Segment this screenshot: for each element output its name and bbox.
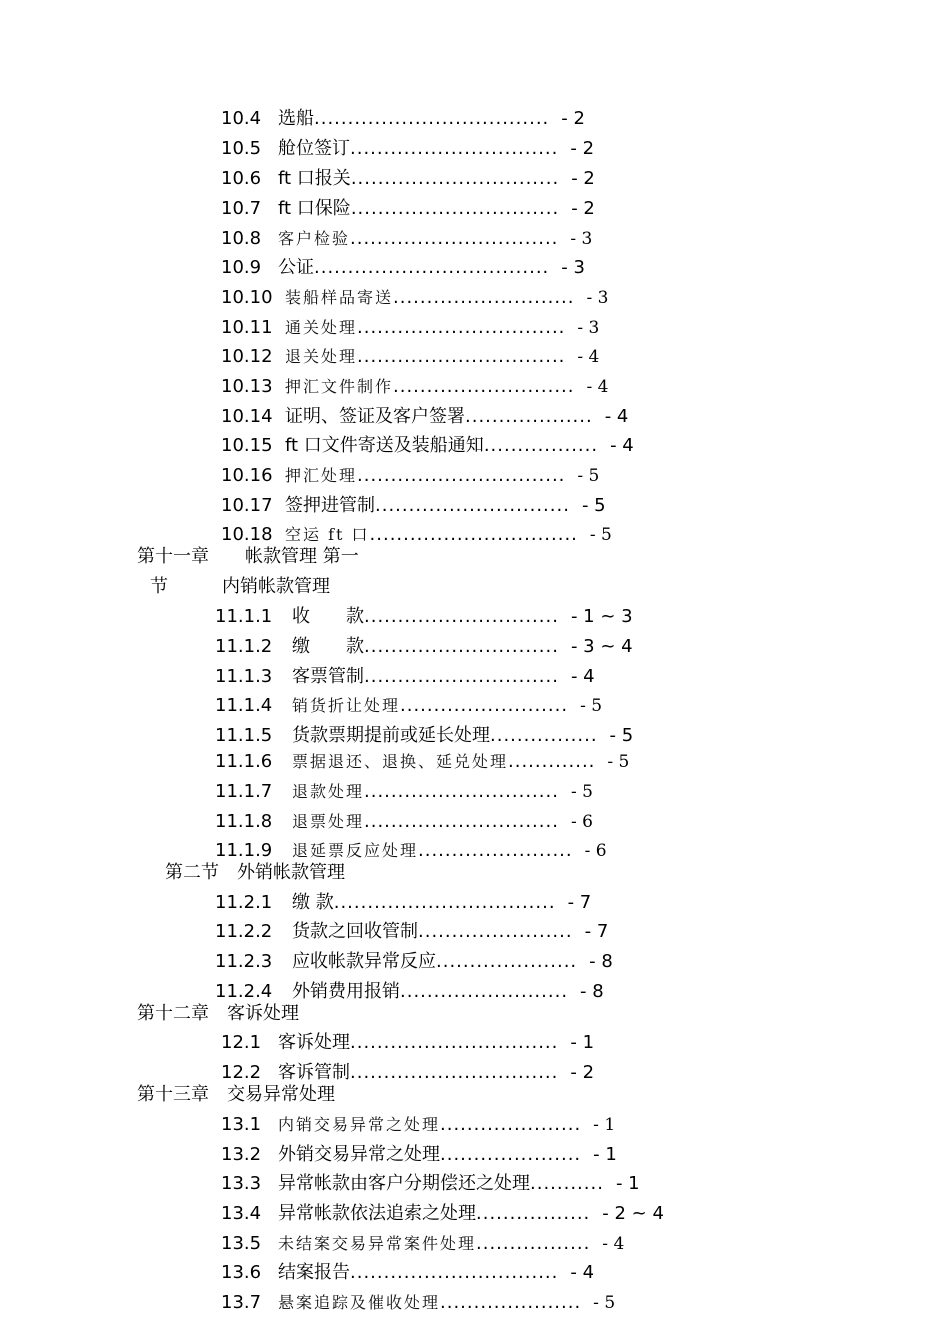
entry-leader-dots: ............................. — [364, 606, 559, 627]
entry-title: 押汇文件制作 — [285, 377, 394, 396]
entry-number: 10.17 — [221, 495, 273, 516]
toc-entry[interactable] — [215, 724, 633, 748]
entry-title: 收 款 — [292, 606, 364, 627]
toc-entry[interactable] — [215, 810, 593, 834]
entry-number: 10.6 — [221, 168, 262, 189]
toc-entry[interactable] — [215, 605, 633, 629]
entry-number: 11.1.1 — [215, 606, 273, 627]
entry-page-number: - 7 — [584, 921, 609, 942]
entry-page-number: - 5 — [609, 725, 634, 746]
entry-page-number: - 2 — [561, 108, 585, 129]
entry-title: 结案报告 — [278, 1262, 350, 1283]
entry-title: 货款票期提前或延长处理 — [292, 725, 490, 746]
entry-page-number: - 2 — [570, 138, 595, 159]
toc-entry[interactable] — [221, 1291, 615, 1315]
entry-leader-dots: ........................... — [393, 287, 575, 308]
entry-title: 缴 款 — [292, 636, 364, 657]
entry-leader-dots: ..................... — [440, 1292, 582, 1313]
entry-title: 客票管制 — [292, 666, 364, 687]
toc-entry[interactable] — [221, 345, 599, 369]
entry-number: 10.10 — [221, 287, 273, 308]
entry-page-number: - 1 — [570, 1032, 595, 1053]
entry-title: 客户检验 — [278, 229, 351, 248]
entry-title: ft 口保险 — [278, 198, 351, 219]
entry-leader-dots: ............................... — [350, 138, 559, 159]
entry-title: 退票处理 — [292, 812, 365, 831]
entry-title: 退关处理 — [285, 347, 358, 366]
entry-leader-dots: ............................. — [364, 636, 559, 657]
entry-title: 空运 ft 口 — [285, 525, 370, 544]
entry-leader-dots: ............................... — [350, 228, 559, 249]
entry-title: 退款处理 — [292, 782, 365, 801]
toc-entry[interactable] — [221, 256, 585, 280]
toc-entry[interactable] — [215, 635, 633, 659]
entry-title: ft 口文件寄送及装船通知 — [285, 435, 484, 456]
entry-number: 13.2 — [221, 1144, 262, 1165]
entry-number: 11.1.7 — [215, 781, 273, 802]
entry-leader-dots: ............................... — [357, 346, 566, 367]
entry-title: 应收帐款异常反应 — [292, 951, 436, 972]
entry-page-number: - 4 — [610, 435, 634, 456]
entry-title: 押汇处理 — [285, 466, 358, 485]
entry-number: 13.5 — [221, 1233, 262, 1254]
entry-title: ft 口报关 — [278, 168, 351, 189]
entry-leader-dots: ....................... — [418, 840, 573, 861]
entry-leader-dots: ................................... — [314, 257, 550, 278]
entry-page-number: - 5 — [589, 525, 612, 545]
toc-entry[interactable] — [221, 316, 599, 340]
entry-page-number: - 4 — [604, 406, 629, 427]
entry-page-number: - 4 — [577, 347, 600, 367]
toc-entry[interactable] — [215, 780, 593, 804]
entry-page-number: - 4 — [586, 377, 609, 397]
entry-leader-dots: ....................... — [418, 921, 573, 942]
entry-title: 装船样品寄送 — [285, 288, 394, 307]
chapter-heading: 第十一章 帐款管理 第一 — [137, 546, 359, 567]
entry-title: 异常帐款依法追索之处理 — [278, 1203, 476, 1224]
entry-page-number: - 8 — [580, 981, 604, 1002]
entry-title: 舱位签订 — [278, 138, 350, 159]
entry-number: 10.15 — [221, 435, 273, 456]
entry-title: 内销交易异常之处理 — [278, 1115, 441, 1134]
entry-number: 13.4 — [221, 1203, 262, 1224]
toc-entry[interactable] — [215, 839, 607, 863]
chapter-heading: 第十三章 交易异常处理 — [137, 1084, 335, 1105]
entry-leader-dots: ................................... — [314, 108, 550, 129]
entry-leader-dots: ............................. — [364, 666, 559, 687]
toc-entry[interactable] — [221, 1202, 664, 1226]
entry-page-number: - 5 — [580, 696, 603, 716]
entry-title: 退延票反应处理 — [292, 841, 419, 860]
chapter-heading: 第十二章 客诉处理 — [137, 1003, 299, 1024]
toc-entry[interactable] — [221, 1061, 594, 1085]
entry-leader-dots: ................................. — [333, 892, 556, 913]
toc-entry[interactable] — [215, 980, 604, 1004]
entry-page-number: - 3 — [561, 257, 585, 278]
entry-title: 货款之回收管制 — [292, 921, 418, 942]
toc-entry[interactable] — [215, 665, 595, 689]
section-heading: 节 内销帐款管理 — [150, 576, 330, 597]
entry-number: 10.18 — [221, 524, 273, 545]
entry-title: 通关处理 — [285, 318, 358, 337]
entry-leader-dots: ................... — [465, 406, 593, 427]
entry-leader-dots: ............................... — [350, 198, 560, 219]
toc-entry[interactable] — [221, 1113, 615, 1137]
entry-page-number: - 7 — [567, 892, 592, 913]
entry-page-number: - 1 ~ 3 — [570, 606, 633, 627]
entry-title: 客诉管制 — [278, 1062, 350, 1083]
entry-number: 11.1.3 — [215, 666, 273, 687]
entry-page-number: - 3 — [570, 229, 593, 249]
entry-page-number: - 5 — [577, 466, 600, 486]
entry-page-number: - 5 — [607, 752, 630, 772]
entry-leader-dots: ................ — [490, 725, 598, 746]
entry-number: 13.3 — [221, 1173, 262, 1194]
entry-title: 签押进管制 — [285, 495, 375, 516]
entry-leader-dots: ..................... — [440, 1144, 582, 1165]
entry-title: 销货折让处理 — [292, 696, 401, 715]
entry-title: 外销费用报销 — [292, 981, 400, 1002]
entry-leader-dots: ............................. — [375, 495, 570, 516]
entry-number: 10.14 — [221, 406, 273, 427]
entry-number: 10.9 — [221, 257, 262, 278]
entry-title: 缴 款 — [292, 892, 334, 913]
entry-number: 11.2.4 — [215, 981, 273, 1002]
entry-leader-dots: ........................... — [393, 376, 575, 397]
entry-page-number: - 8 — [589, 951, 613, 972]
toc-entry[interactable] — [221, 494, 606, 518]
entry-number: 13.1 — [221, 1114, 262, 1135]
section-heading: 第二节 外销帐款管理 — [165, 862, 345, 883]
entry-leader-dots: ............................... — [357, 317, 566, 338]
entry-leader-dots: ..................... — [440, 1114, 582, 1135]
entry-number: 11.1.8 — [215, 811, 273, 832]
entry-leader-dots: ................. — [483, 435, 599, 456]
entry-page-number: - 5 — [570, 782, 593, 802]
entry-page-number: - 1 — [593, 1115, 616, 1135]
entry-number: 10.11 — [221, 317, 273, 338]
entry-page-number: - 6 — [584, 841, 607, 861]
entry-number: 11.2.2 — [215, 921, 273, 942]
entry-number: 10.16 — [221, 465, 273, 486]
entry-title: 选船 — [278, 108, 314, 129]
entry-leader-dots: ......................... — [400, 695, 569, 716]
entry-number: 12.2 — [221, 1062, 262, 1083]
entry-title: 未结案交易异常案件处理 — [278, 1234, 477, 1253]
entry-title: 外销交易异常之处理 — [278, 1144, 440, 1165]
entry-leader-dots: ............................... — [350, 168, 560, 189]
entry-leader-dots: ............. — [508, 751, 596, 772]
entry-page-number: - 6 — [570, 812, 593, 832]
entry-number: 11.1.6 — [215, 751, 273, 772]
toc-entry[interactable] — [221, 405, 628, 429]
entry-leader-dots: ............................... — [350, 1032, 559, 1053]
toc-entry[interactable] — [215, 694, 602, 718]
toc-entry[interactable] — [221, 197, 595, 221]
toc-entry[interactable] — [221, 167, 595, 191]
entry-page-number: - 5 — [593, 1293, 616, 1313]
entry-number: 10.12 — [221, 346, 273, 367]
entry-page-number: - 1 — [615, 1173, 640, 1194]
entry-leader-dots: ................. — [476, 1203, 591, 1224]
entry-leader-dots: ......................... — [400, 981, 569, 1002]
entry-page-number: - 3 — [586, 288, 609, 308]
toc-entry[interactable] — [221, 286, 608, 310]
entry-number: 10.5 — [221, 138, 262, 159]
entry-number: 11.2.3 — [215, 951, 273, 972]
entry-leader-dots: ............................... — [350, 1262, 559, 1283]
entry-number: 10.7 — [221, 198, 262, 219]
entry-number: 12.1 — [221, 1032, 262, 1053]
toc-entry[interactable] — [221, 523, 612, 547]
entry-page-number: - 1 — [593, 1144, 617, 1165]
toc-entry[interactable] — [215, 950, 613, 974]
entry-title: 票据退还、退换、延兑处理 — [292, 752, 509, 771]
toc-entry[interactable] — [221, 1232, 624, 1256]
toc-entry[interactable] — [221, 375, 608, 399]
toc-entry[interactable] — [221, 227, 592, 251]
entry-number: 11.1.4 — [215, 695, 273, 716]
entry-number: 13.6 — [221, 1262, 262, 1283]
entry-page-number: - 4 — [570, 1262, 595, 1283]
entry-leader-dots: ............................. — [364, 781, 559, 802]
entry-page-number: - 2 — [571, 168, 595, 189]
entry-title: 公证 — [278, 257, 314, 278]
entry-page-number: - 3 — [577, 318, 600, 338]
toc-entry[interactable] — [221, 464, 599, 488]
toc-entry[interactable] — [215, 920, 608, 944]
entry-leader-dots: ............................. — [364, 811, 559, 832]
toc-entry[interactable] — [221, 1172, 640, 1196]
entry-leader-dots: ............................... — [369, 524, 578, 545]
toc-entry[interactable] — [221, 1261, 594, 1285]
entry-leader-dots: ..................... — [436, 951, 578, 972]
toc-entry[interactable] — [221, 1031, 594, 1055]
entry-page-number: - 2 — [571, 198, 595, 219]
toc-entry[interactable] — [221, 107, 585, 131]
toc-entry[interactable] — [221, 434, 634, 458]
entry-page-number: - 2 — [570, 1062, 595, 1083]
entry-page-number: - 2 ~ 4 — [602, 1203, 664, 1224]
entry-number: 10.8 — [221, 228, 262, 249]
entry-page-number: - 4 — [602, 1234, 625, 1254]
entry-title: 客诉处理 — [278, 1032, 350, 1053]
entry-title: 证明、签证及客户签署 — [285, 406, 465, 427]
entry-number: 11.1.9 — [215, 840, 273, 861]
entry-leader-dots: ................. — [476, 1233, 591, 1254]
entry-leader-dots: ............................... — [350, 1062, 559, 1083]
entry-number: 11.1.2 — [215, 636, 273, 657]
entry-title: 悬案追踪及催收处理 — [278, 1293, 441, 1312]
entry-leader-dots: ........... — [530, 1173, 604, 1194]
entry-leader-dots: ............................... — [357, 465, 566, 486]
entry-title: 异常帐款由客户分期偿还之处理 — [278, 1173, 530, 1194]
entry-number: 11.1.5 — [215, 725, 273, 746]
entry-page-number: - 3 ~ 4 — [570, 636, 633, 657]
entry-number: 10.13 — [221, 376, 273, 397]
entry-page-number: - 4 — [570, 666, 595, 687]
toc-entry[interactable] — [221, 137, 594, 161]
entry-number: 13.7 — [221, 1292, 262, 1313]
entry-number: 10.4 — [221, 108, 262, 129]
entry-page-number: - 5 — [581, 495, 606, 516]
toc-entry[interactable] — [215, 891, 591, 915]
toc-entry[interactable] — [215, 750, 629, 774]
entry-number: 11.2.1 — [215, 892, 273, 913]
toc-entry[interactable] — [221, 1143, 617, 1167]
